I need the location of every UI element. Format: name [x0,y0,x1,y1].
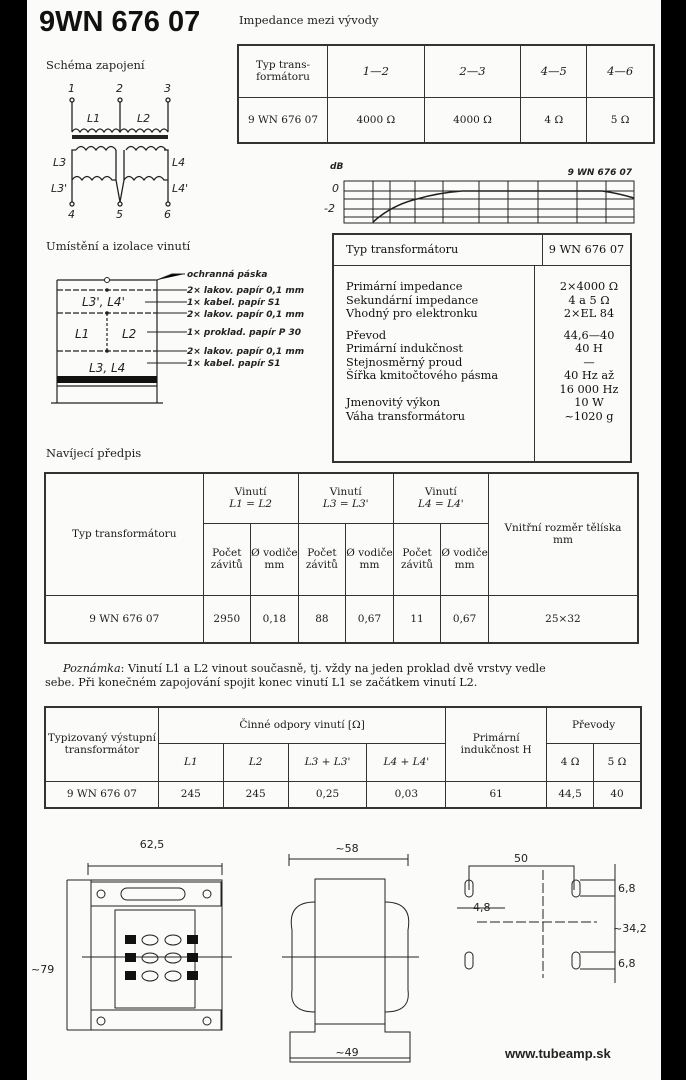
slot-icon [572,880,580,897]
spec-cell: 0,67 [441,595,489,643]
front-view [67,863,232,1030]
col-inner-size: Vnitřní rozměr tělíska mm [488,473,638,595]
slot-icon [465,952,473,969]
spec-cell: 88 [298,595,346,643]
group-title: Vinutí [329,486,362,499]
chart-unit-label: dB [330,162,344,172]
dim-label: ~79 [31,963,55,976]
layer-label: L3, L4 [89,361,126,375]
dim-height-line [67,880,91,1030]
sub-wire: Ø vodiče mm [346,523,394,595]
callout-label: ochranná páska [187,270,268,280]
dim-front-width-line [88,863,222,875]
winding-spec-heading: Navíjecí předpis [46,446,142,460]
param-row [334,294,630,308]
dim-label: 50 [514,852,528,865]
param-value: 2×EL 84 [563,307,615,320]
secondary-coil-upper [76,147,166,151]
param-key: Stejnosměrný proud [346,355,463,369]
param-value: 4 a 5 Ω [568,293,610,307]
res-cell: 44,5 [547,781,594,808]
schematic-heading: Schéma zapojení [46,58,145,72]
chart-gridlines-h [344,191,634,217]
terminal-6 [166,202,170,206]
note-label: Poznámka [63,662,121,675]
side-view [282,854,419,1062]
res-cell: 0,25 [288,781,367,808]
callout-label: 1× kabel. papír S1 [187,298,281,308]
param-value: 2×4000 Ω [559,280,619,293]
spec-cell: 25×32 [488,595,638,643]
param-key: Primární impedance [346,280,463,293]
winding-layout-diagram [47,268,307,418]
res-cell: 245 [223,781,288,808]
ratio-col: 5 Ω [594,743,641,781]
sub-turns: Počet závitů [298,523,346,595]
param-row [334,369,630,383]
res-col: L1 [158,743,223,781]
coil-label: L4 [172,156,186,169]
param-row [334,410,630,424]
group-eq: L1 = L2 [229,498,272,511]
res-col: L3 + L3' [288,743,367,781]
res-cell: 61 [446,781,547,808]
impedance-header-cell: 2—3 [424,45,521,97]
param-row [334,329,630,343]
chart-model-label: 9 WN 676 07 [567,168,632,178]
note-text-2: sebe. Při konečném zapojování spojit konec vinutí L1 se začátkem vinutí L2. [45,676,478,689]
terminal-2 [118,98,122,102]
hole-centerlines [477,870,597,978]
impedance-table [237,44,655,144]
terminal-1 [70,98,74,102]
param-value: 40 Hz až [563,369,615,382]
group-header [298,473,393,523]
spec-cell: 2950 [203,595,251,643]
cell-text: Typ trans- formátoru [255,59,311,84]
y-tick-label: -2 [324,202,335,215]
terminal-label: 5 [116,208,123,220]
impedance-cell: 5 Ω [587,97,654,143]
screw-icon [203,890,211,898]
sub-turns: Počet závitů [393,523,441,595]
coil-label: L3 [53,156,67,169]
terminal-label: 3 [164,82,171,95]
dim-label: ~58 [335,842,359,855]
side-core [315,879,385,1024]
watermark-link[interactable]: www.tubeamp.sk [505,1046,611,1061]
callout-label: 1× proklad. papír P 30 [187,328,302,338]
param-value: — [583,355,595,369]
slot-icon [572,952,580,969]
res-col: L2 [223,743,288,781]
group-ratio: Převody [547,707,641,743]
params-header [334,235,630,266]
coil-label: L2 [137,112,151,125]
spec-cell: 0,18 [251,595,299,643]
coil-label: L4' [172,182,189,195]
screw-icon [97,1017,105,1025]
base-lines [51,386,163,403]
param-value: 44,6—40 [563,328,615,342]
sub-wire: Ø vodiče mm [251,523,299,595]
param-row [334,307,630,321]
res-cell: 40 [594,781,641,808]
param-row [334,396,630,410]
group-header [203,473,298,523]
dim-vertical [580,864,615,983]
param-value: 10 W [574,396,604,409]
dim-label: 4,8 [473,901,491,914]
terminal-3 [166,98,170,102]
dim-label: 6,8 [618,957,636,970]
col-type: Typ transformátoru [45,473,203,595]
terminal-5 [118,202,122,206]
terminal-lugs [142,935,181,981]
mechanical-drawing [27,830,661,1070]
winding-layout-heading: Umístění a izolace vinutí [46,239,191,253]
terminal-label: 2 [116,82,123,95]
core-lines [72,136,168,138]
screw-icon [203,1017,211,1025]
frequency-response-chart [322,155,642,225]
group-title: Vinutí [234,486,267,499]
param-value: 16 000 Hz [559,382,619,396]
datasheet-page [27,0,661,1080]
impedance-header-cell: 4—6 [587,45,654,97]
param-key [334,383,542,397]
param-key: Váha transformátoru [346,409,466,423]
dim-label: 62,5 [139,838,165,851]
dim-label: 6,8 [618,882,636,895]
bottom-bracket [91,1010,221,1030]
dim-label: ~49 [335,1046,359,1059]
wiring-schematic [39,80,209,220]
layer-label: L2 [122,327,137,341]
param-key: Šířka kmitočtového pásma [346,369,499,382]
impedance-cell: 9 WN 676 07 [238,97,328,143]
note-text-1: : Vinutí L1 a L2 vinout současně, tj. vždy na jeden proklad dvě vrstvy vedle [120,662,546,675]
param-key: Vhodný pro elektronku [346,307,478,320]
param-key: Jmenovitý výkon [346,396,441,409]
group-header [393,473,488,523]
parameters-box [332,233,632,463]
hole-pattern [457,864,615,983]
sub-turns: Počet závitů [203,523,251,595]
bracket-slot [121,888,185,900]
res-col: L4 + L4' [367,743,446,781]
terminal-label: 6 [164,208,171,220]
winding-spec-table [44,472,639,644]
impedance-cell: 4 Ω [521,97,587,143]
impedance-header-type [238,45,328,97]
callout-label: 2× lakov. papír 0,1 mm [187,310,305,320]
params-body [334,266,630,460]
screw-icon [97,890,105,898]
param-row [334,356,630,370]
group-title: Vinutí [424,486,457,499]
tape-marker [105,278,110,283]
col-inductance: Primární indukčnost H [446,707,547,781]
sub-wire: Ø vodiče mm [441,523,489,595]
core-bar [57,376,157,383]
terminal-label: 1 [68,82,75,95]
ratio-col: 4 Ω [547,743,594,781]
spec-cell: 0,67 [346,595,394,643]
param-row [334,342,630,356]
dim-side-width-line [289,854,408,866]
terminal-4 [70,202,74,206]
group-resistance: Činné odpory vinutí [Ω] [158,707,445,743]
param-value: 40 H [575,342,603,355]
impedance-heading: Impedance mezi vývody [239,13,379,27]
dim-label: ~34,2 [613,922,647,935]
secondary-coil-lower [72,177,168,181]
res-cell: 0,03 [367,781,446,808]
layer-label: L3', L4' [82,295,125,309]
params-divider [534,265,535,461]
param-value: ~1020 g [564,409,614,423]
y-tick-label: 0 [332,182,339,195]
coil-label: L1 [87,112,101,125]
param-row [334,383,630,397]
param-key: Sekundární impedance [346,293,479,307]
res-cell: 245 [158,781,223,808]
group-eq: L3 = L3' [322,498,369,511]
params-header-key: Typ transformátoru [346,243,459,257]
param-key: Primární indukčnost [346,342,463,355]
coil-label: L3' [51,182,68,195]
impedance-header-cell: 1—2 [328,45,425,97]
top-bracket [91,882,221,906]
resistance-table [44,706,642,809]
impedance-cell: 4000 Ω [424,97,521,143]
col-type: Typizovaný výstupní transformátor [45,707,158,781]
group-eq: L4 = L4' [417,498,464,511]
params-header-value: 9 WN 676 07 [542,235,630,265]
impedance-header-cell: 4—5 [521,45,587,97]
callout-label: 2× lakov. papír 0,1 mm [187,286,305,296]
note-paragraph [45,662,657,690]
terminal-label: 4 [68,208,75,220]
impedance-cell: 4000 Ω [328,97,425,143]
spec-cell: 11 [393,595,441,643]
res-cell: 9 WN 676 07 [45,781,158,808]
layer-label: L1 [75,327,90,341]
param-key: Převod [346,328,387,342]
callout-label: 2× lakov. papír 0,1 mm [187,347,305,357]
param-row [334,280,630,294]
callout-label: 1× kabel. papír S1 [187,359,281,369]
dim-hole-spacing [469,866,574,890]
page-title: 9WN 676 07 [39,6,201,38]
spec-cell: 9 WN 676 07 [45,595,203,643]
